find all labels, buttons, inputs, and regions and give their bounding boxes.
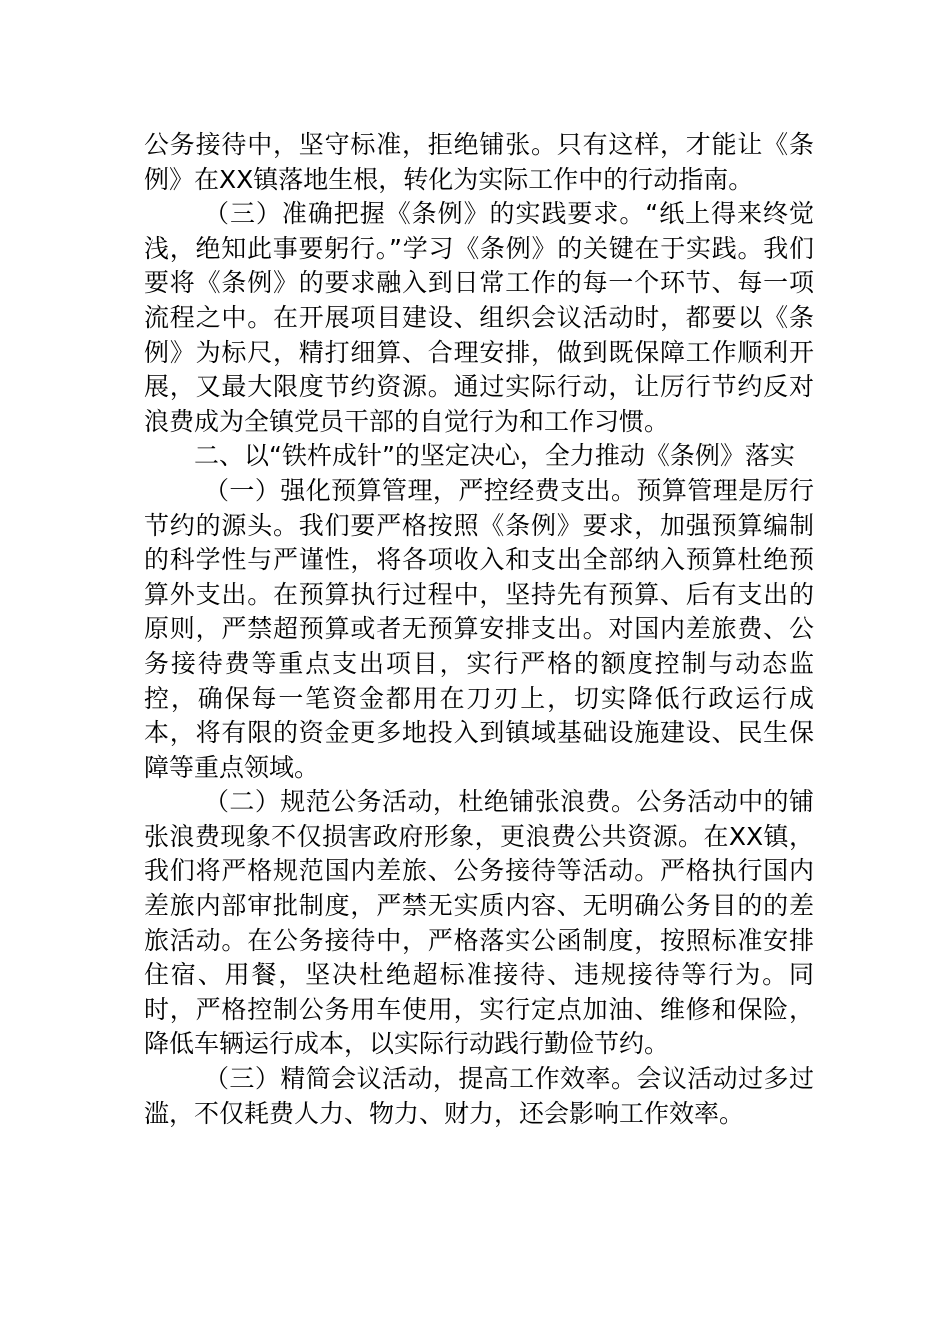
paragraph-budget-management: （一）强化预算管理，严控经费支出。预算管理是厉行节约的源头。我们要严格按照《条例》要求，加强预算编制的科学性与严谨性，将各项收入和支出全部纳入预算杜绝预算外支出。在预算执行过程中，坚持先有预算、后有支出的原则，严禁超预算或者无预算安排支出。对国内差旅费、公务接待费等重点支出项目，实行严格的额度控制与动态监控，确保每一笔资金都用在刀刃上，切实降低行政运行成本，将有限的资金更多地投入到镇域基础设施建设、民生保障等重点领域。 [144,475,814,782]
paragraph-official-activities: （二）规范公务活动，杜绝铺张浪费。公务活动中的铺张浪费现象不仅损害政府形象，更浪费公共资源。在XX镇，我们将严格规范国内差旅、公务接待等活动。严格执行国内差旅内部审批制度，严禁无实质内容、无明确公务目的的差旅活动。在公务接待中，严格落实公函制度，按照标准安排住宿、用餐，坚决杜绝超标准接待、违规接待等行为。同时，严格控制公务用车使用，实行定点加油、维修和保险，降低车辆运行成本，以实际行动践行勤俭节约。 [144,787,814,1059]
paragraph-meeting-activities: （三）精简会议活动，提高工作效率。会议活动过多过滥，不仅耗费人力、物力、财力，还会影响工作效率。 [144,1064,814,1128]
document-body [144,128,814,1131]
paragraph-practice-requirements: （三）准确把握《条例》的实践要求。“纸上得来终觉浅，绝知此事要躬行。”学习《条例》的关键在于实践。我们要将《条例》的要求融入到日常工作的每一个环节、每一项流程之中。在开展项目建设、组织会议活动时，都要以《条例》为标尺，精打细算、合理安排，做到既保障工作顺利开展，又最大限度节约资源。通过实际行动，让厉行节约反对浪费成为全镇党员干部的自觉行为和工作习惯。 [144,199,814,436]
section-heading-two: 二、以“铁杵成针”的坚定决心，全力推动《条例》落实 [194,441,795,471]
paragraph-continuation: 公务接待中，坚守标准，拒绝铺张。只有这样，才能让《条例》在XX镇落地生根，转化为实际工作中的行动指南。 [144,130,814,194]
